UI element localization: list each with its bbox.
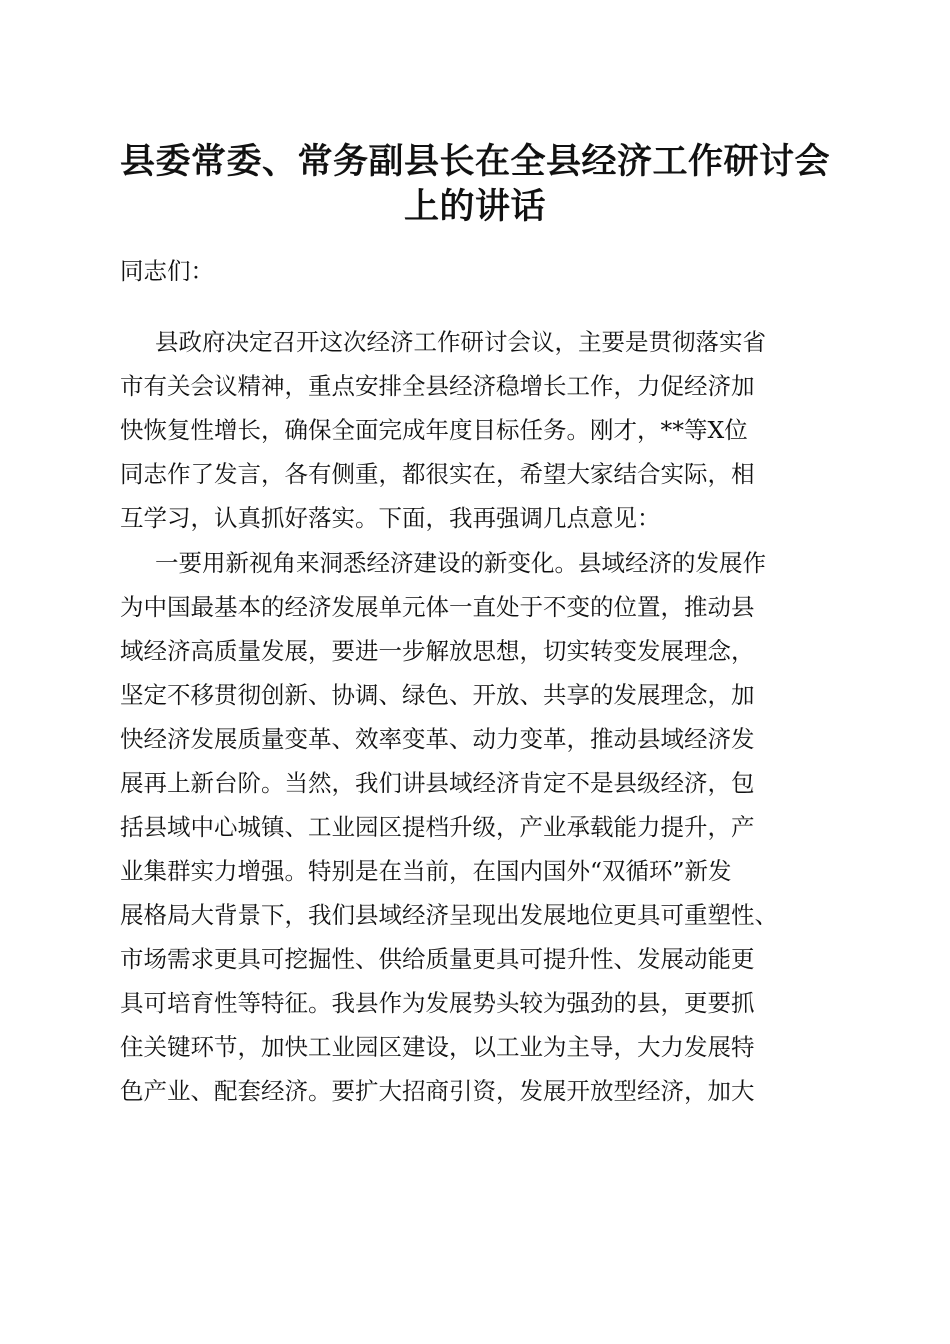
paragraph-line: 互学习，认真抓好落实。下面，我再强调几点意见： [120, 504, 661, 532]
paragraph-line: 住关键环节，加快工业园区建设，以工业为主导，大力发展特 [120, 1033, 755, 1061]
paragraph-line: 域经济高质量发展，要进一步解放思想，切实转变发展理念， [120, 637, 755, 665]
paragraph-line: 快恢复性增长，确保全面完成年度目标任务。刚才，**等X位 [120, 416, 748, 444]
paragraph-line: 色产业、配套经济。要扩大招商引资，发展开放型经济，加大 [120, 1077, 755, 1105]
paragraph-line: 一要用新视角来洞悉经济建设的新变化。县域经济的发展作 [155, 549, 766, 577]
paragraph-line: 展再上新台阶。当然，我们讲县域经济肯定不是县级经济，包 [120, 769, 755, 797]
paragraph-line: 业集群实力增强。特别是在当前，在国内国外“双循环”新发 [120, 857, 732, 885]
paragraph-line: 市场需求更具可挖掘性、供给质量更具可提升性、发展动能更 [120, 945, 755, 973]
document-title-line-1: 县委常委、常务副县长在全县经济工作研讨会 [119, 141, 830, 182]
salutation: 同志们： [120, 257, 214, 285]
document-title-line-2: 上的讲话 [403, 186, 546, 227]
paragraph-line: 括县域中心城镇、工业园区提档升级，产业承载能力提升，产 [120, 813, 755, 841]
paragraph-line: 快经济发展质量变革、效率变革、动力变革，推动县域经济发 [120, 725, 755, 753]
paragraph-line: 市有关会议精神，重点安排全县经济稳增长工作，力促经济加 [120, 372, 755, 400]
paragraph-line: 县政府决定召开这次经济工作研讨会议，主要是贯彻落实省 [155, 328, 766, 356]
paragraph-line: 为中国最基本的经济发展单元体一直处于不变的位置，推动县 [120, 593, 755, 621]
paragraph-line: 同志作了发言，各有侧重，都很实在，希望大家结合实际，相 [120, 460, 755, 488]
paragraph-line: 具可培育性等特征。我县作为发展势头较为强劲的县，更要抓 [120, 989, 755, 1017]
paragraph-line: 坚定不移贯彻创新、协调、绿色、开放、共享的发展理念，加 [120, 681, 755, 709]
paragraph-line: 展格局大背景下，我们县域经济呈现出发展地位更具可重塑性、 [120, 901, 778, 929]
